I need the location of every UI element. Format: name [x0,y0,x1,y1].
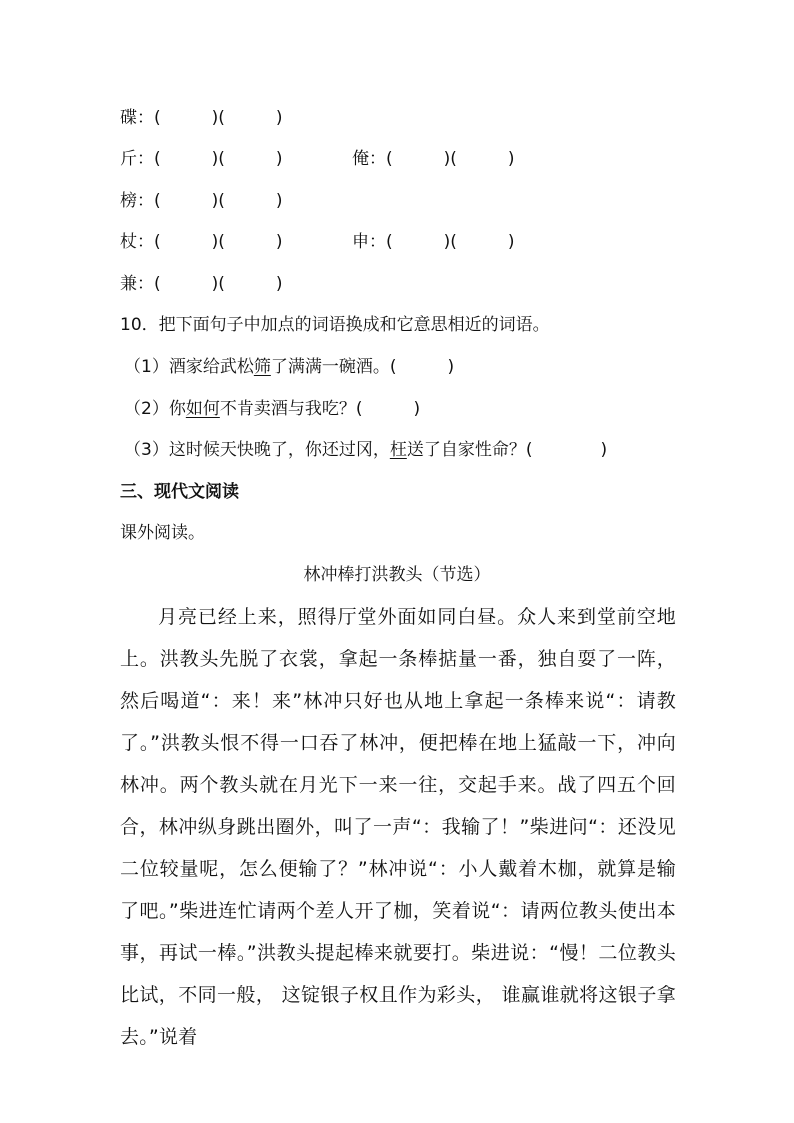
item-pre: （2）你 [124,399,186,419]
question-10-item-3 [124,438,607,462]
item-post: 送了自家性命？( ) [406,440,608,460]
passage-title: 林冲棒打洪教头（节选） [303,565,491,585]
char-row-2: 斤：( )( ) [120,149,283,169]
question-10-item-1 [124,355,454,379]
item-post: 了满满一碗酒。( ) [270,357,455,377]
char-row-2-right: 俺：( )( ) [352,149,515,169]
marked-word: 如何 [185,399,220,419]
section-heading: 三、现代文阅读 [120,482,239,502]
section-subheading: 课外阅读。 [120,523,205,543]
marked-word: 筛 [253,357,271,377]
char-row-5: 兼：( )( ) [120,274,283,294]
item-pre: （1）酒家给武松 [124,357,254,377]
char-row-3: 榜：( )( ) [120,191,283,211]
item-post: 不肯卖酒与我吃？( ) [219,399,421,419]
char-row-1: 碟：( )( ) [120,108,283,128]
passage-text: 月亮已经上来，照得厅堂外面如同白昼。众人来到堂前空地上。洪教头先脱了衣裳，拿起一条棒掂量一番，独自耍了一阵，然后喝道“：来！来”林冲只好也从地上拿起一条棒来说“：请教了。”洪教头恨不得一口吞了林冲，便把棒在地上猛敲一下，冲向林冲。两个教头就在月光下一来一往，交起手来。战了四五个回合，林冲纵身跳出圈外，叫了一声“：我输了！”柴进问“：还没见二位较量呢，怎么便输了？”林冲说“：小人戴着木枷，就算是输了吧。”柴进连忙请两个差人开了枷，笑着说“：请两位教头使出本事，再试一棒。”洪教头提起棒来就要打。柴进说：“慢！二位教头比试，不同一般， 这锭银子权且作为彩头， 谁赢谁就将这银子拿去。”说着 [120,606,676,1048]
question-10-prompt: 10．把下面句子中加点的词语换成和它意思相近的词语。 [120,315,550,335]
item-pre: （3）这时候天快晚了，你还过冈， [124,440,390,460]
char-row-4: 杖：( )( ) [120,232,283,252]
marked-word: 枉 [389,440,407,460]
question-10-item-2 [124,397,420,421]
char-row-4-right: 申：( )( ) [352,232,515,252]
